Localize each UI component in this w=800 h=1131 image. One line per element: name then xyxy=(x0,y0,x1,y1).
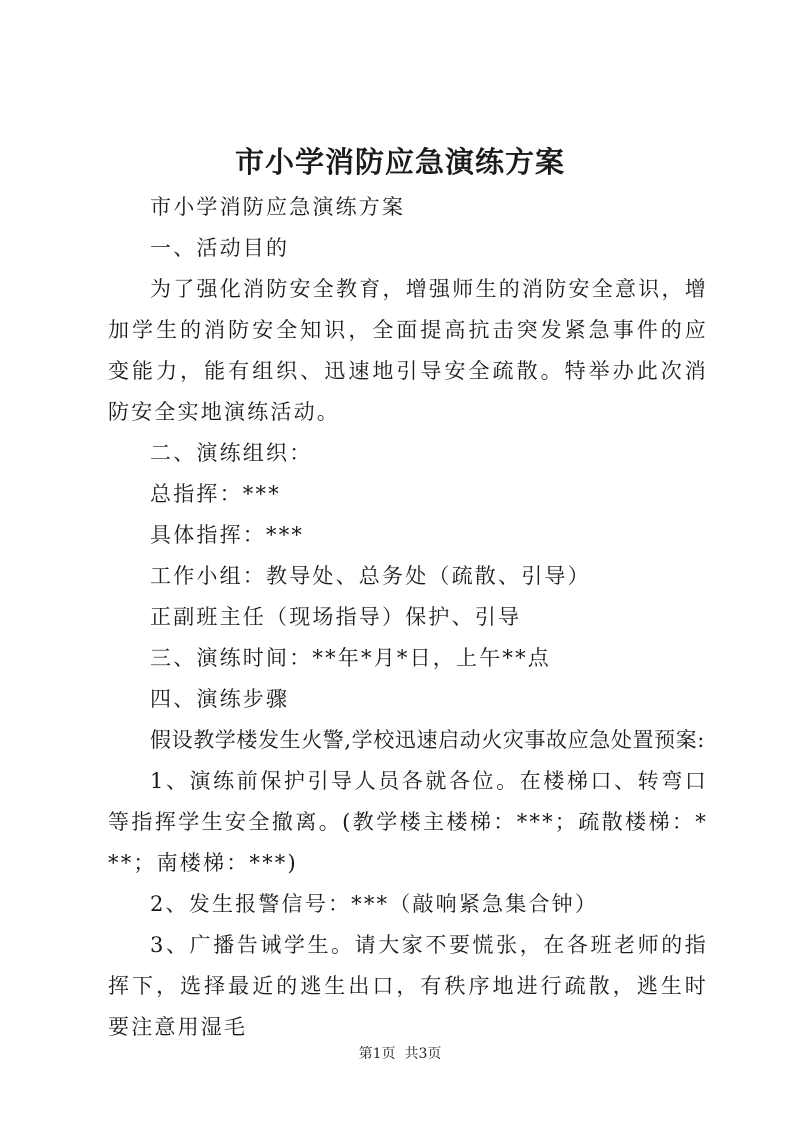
paragraph-step-3: 3、广播告诫学生。请大家不要慌张，在各班老师的指挥下，选择最近的逃生出口，有秩序地进行疏散，逃生时要注意用湿毛 xyxy=(108,933,708,1039)
paragraph-subtitle: 市小学消防应急演练方案 xyxy=(150,195,406,219)
paragraph-working-group: 工作小组：教导处、总务处（疏散、引导） xyxy=(150,564,591,588)
paragraph-scenario: 假设教学楼发生火警,学校迅速启动火灾事故应急处置预案: xyxy=(150,728,705,752)
paragraph-purpose: 为了强化消防安全教育，增强师生的消防安全意识，增加学生的消防安全知识，全面提高抗击突发紧急事件的应变能力，能有组织、迅速地引导安全疏散。特举办此次消防安全实地演练活动。 xyxy=(108,277,708,424)
section-heading-time: 三、演练时间：**年*月*日，上午**点 xyxy=(150,646,551,670)
paragraph-step-1: 1、演练前保护引导人员各就各位。在楼梯口、转弯口等指挥学生安全撤离。(教学楼主楼梯：***；疏散楼梯：***；南楼梯：***) xyxy=(108,769,708,875)
paragraph-specific-commander: 具体指挥：*** xyxy=(150,523,305,547)
document-title: 市小学消防应急演练方案 xyxy=(234,145,565,179)
paragraph-chief-commander: 总指挥：*** xyxy=(150,482,281,506)
section-heading-organization: 二、演练组织： xyxy=(150,441,313,465)
page-number-label: 第1页 共3页 xyxy=(358,1046,442,1062)
paragraph-class-teachers: 正副班主任（现场指导）保护、引导 xyxy=(150,605,522,629)
paragraph-step-2: 2、发生报警信号：***（敲响紧急集合钟） xyxy=(150,892,599,916)
section-heading-steps: 四、演练步骤 xyxy=(150,687,290,711)
page-footer xyxy=(0,1044,800,1064)
section-heading-purpose: 一、活动目的 xyxy=(150,236,290,260)
document-body xyxy=(108,187,708,1048)
